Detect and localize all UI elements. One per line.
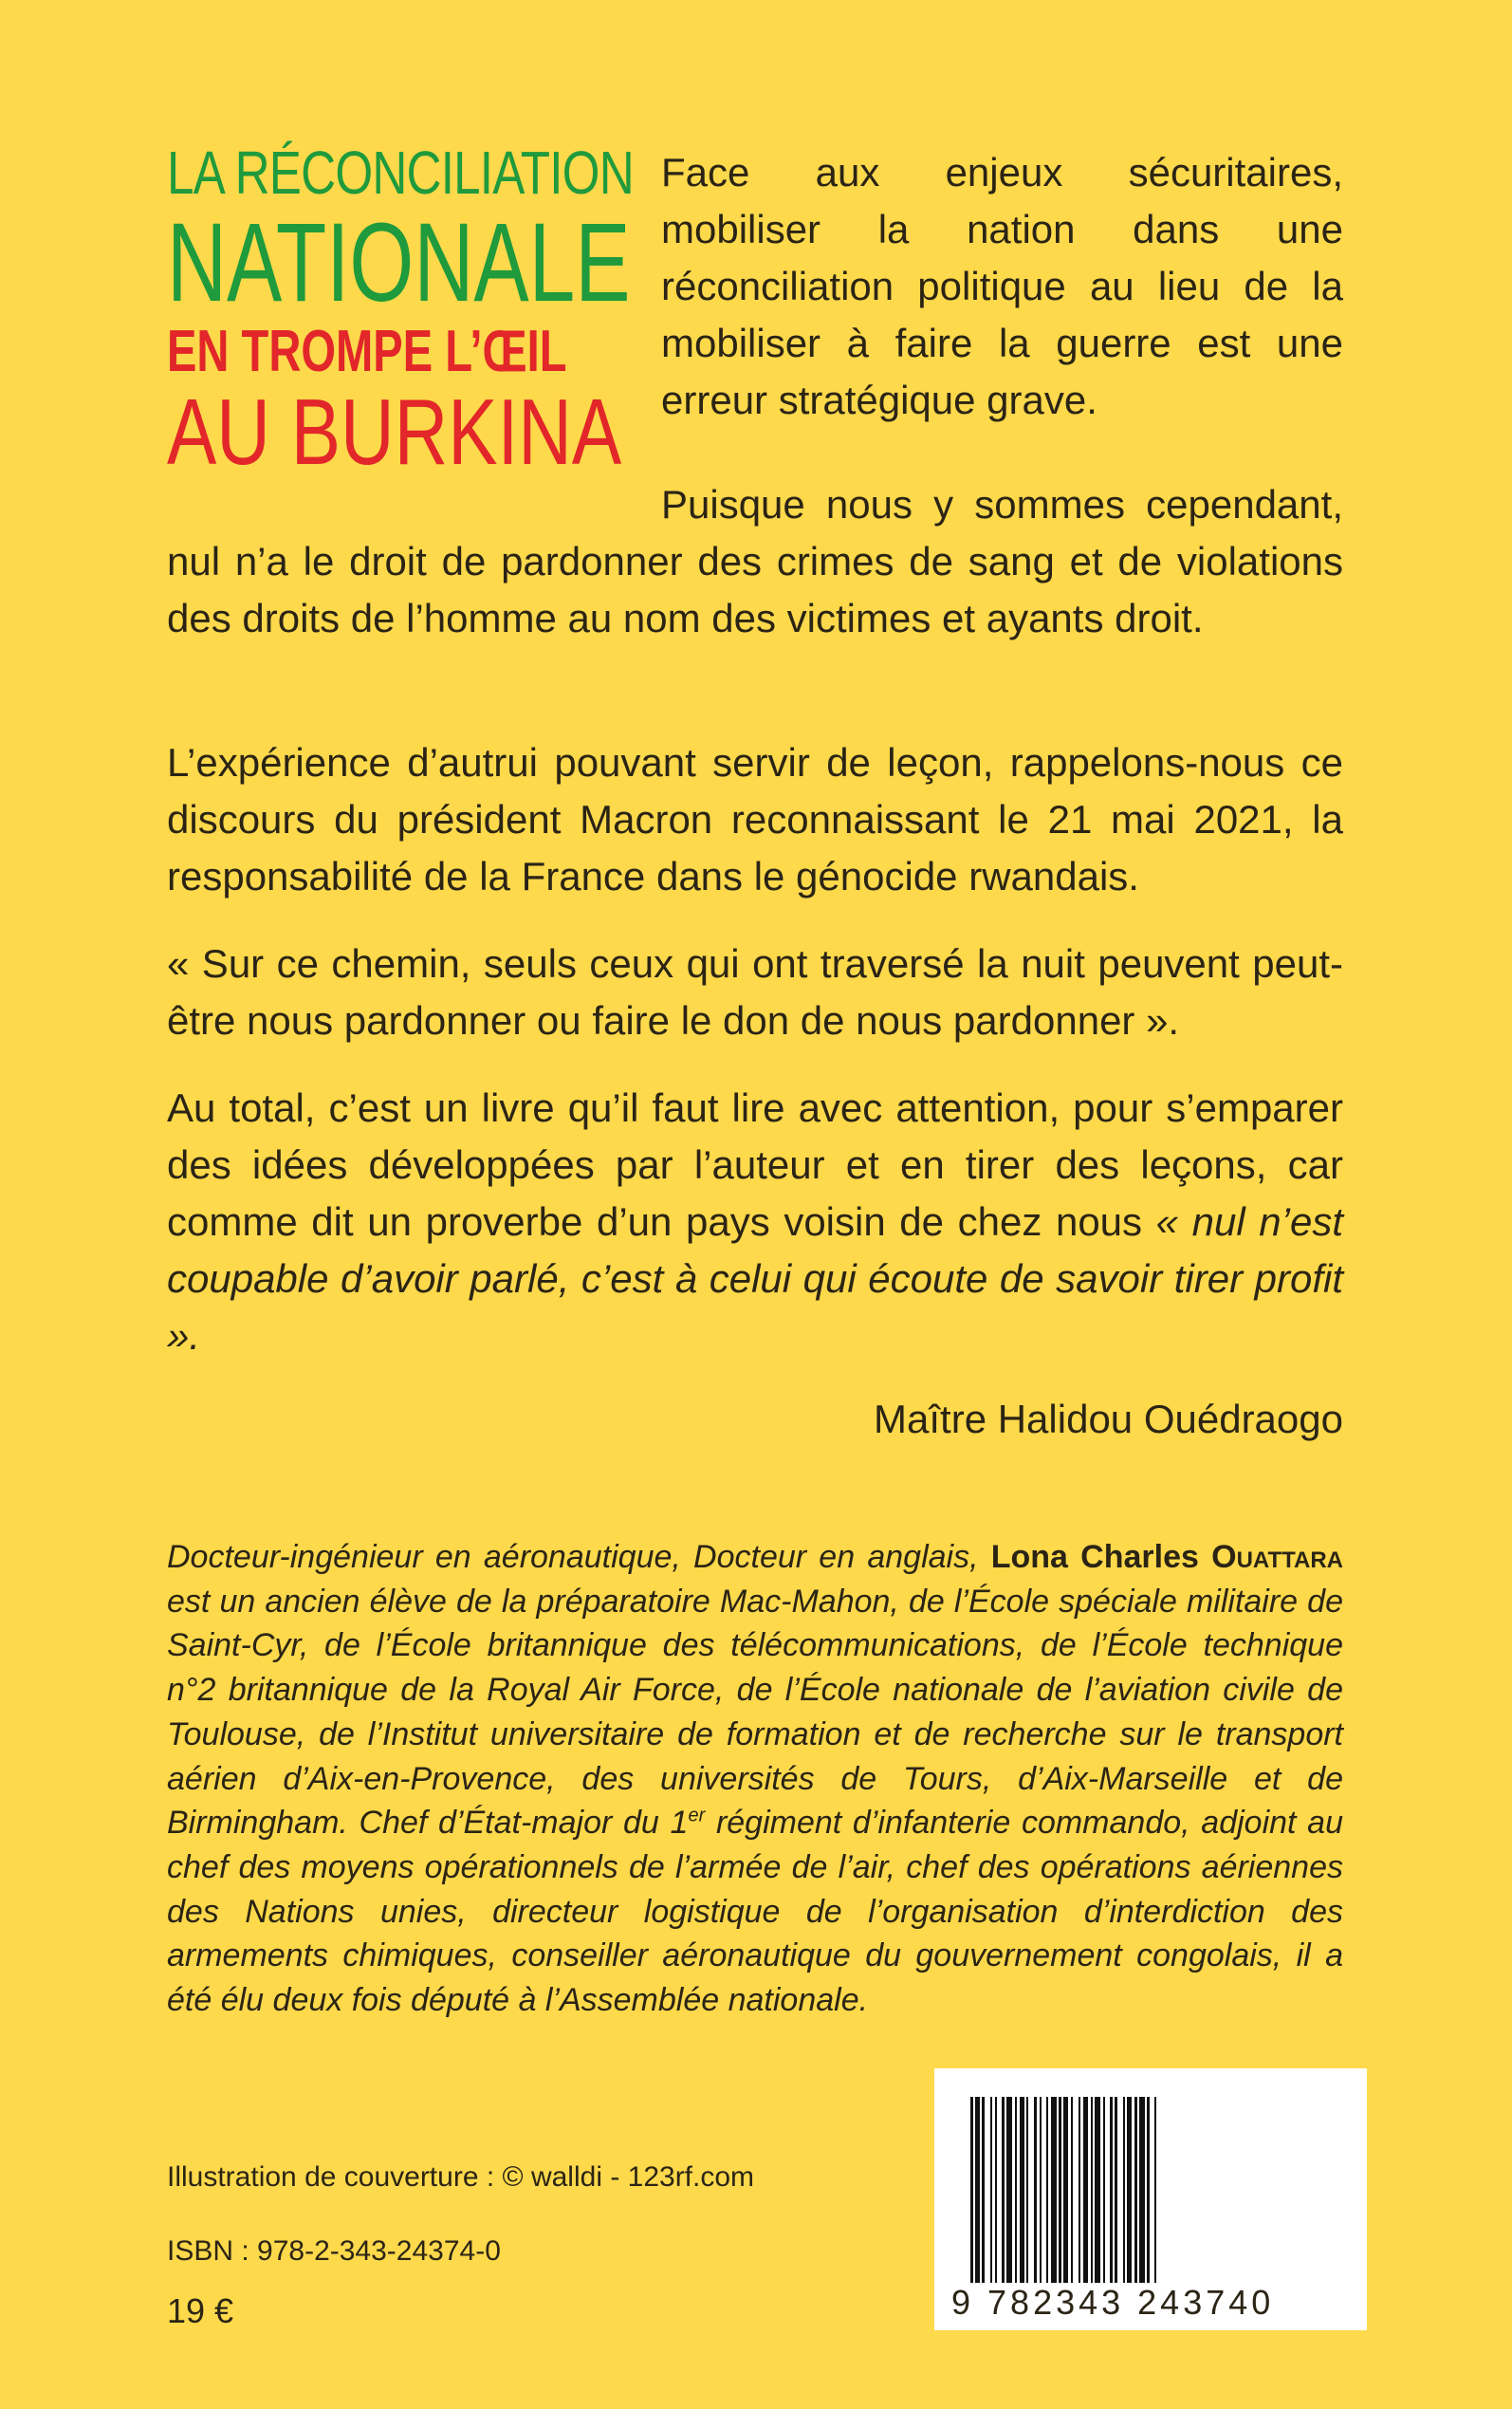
barcode-bar — [1083, 2097, 1088, 2283]
barcode-bar — [990, 2097, 992, 2283]
barcode-bar — [1034, 2097, 1037, 2283]
barcode-bar — [1115, 2097, 1117, 2283]
barcode-bar — [1063, 2097, 1068, 2283]
paragraph-1: Face aux enjeux sécuritaires, mobiliser la nation dans une réconciliation politique au lieu de la mobiliser à faire la guerre est une erreur stratégique grave. — [661, 150, 1343, 422]
paragraph-3: L’expérience d’autrui pouvant servir de leçon, rappelons-nous ce discours du président Macron reconnaissant le 21 mai 2021, la responsabilité de la France dans le génocide rwandais. — [167, 740, 1343, 899]
barcode-bar — [1071, 2097, 1073, 2283]
title-line-2: NATIONALE — [167, 200, 631, 325]
barcode-bar — [975, 2097, 980, 2283]
isbn: ISBN : 978-2-343-24374-0 — [167, 2235, 501, 2267]
author-last-name: Ouattara — [1211, 1539, 1343, 1575]
title-line-3: EN TROMPE L’ŒIL — [167, 319, 567, 384]
barcode-bar — [1127, 2097, 1132, 2283]
barcode-bar — [1026, 2097, 1028, 2283]
barcode-bar — [1123, 2097, 1125, 2283]
author-first-name: Lona Charles — [990, 1539, 1212, 1575]
barcode-bar — [1006, 2097, 1012, 2283]
barcode-bar — [1139, 2097, 1145, 2283]
barcode-bar — [1015, 2097, 1017, 2283]
paragraph-4-quote: « Sur ce chemin, seuls ceux qui ont traversé la nuit peuvent peut-être nous pardonner ou faire le don de nous pardonner ». — [167, 941, 1343, 1043]
barcode-bar — [1046, 2097, 1048, 2283]
barcode-bar — [1154, 2097, 1156, 2283]
preface-signature: Maître Halidou Ouédraogo — [874, 1397, 1343, 1441]
barcode-bar — [1110, 2097, 1113, 2283]
barcode-bar — [1147, 2097, 1150, 2283]
paragraph-5 — [167, 1080, 1343, 1364]
bio-intro: Docteur-ingénieur en aéronautique, Docteur en anglais, — [167, 1539, 991, 1575]
paragraph-5-proverb: « nul n’est coupable d’avoir parlé, c’est à celui qui écoute de savoir tirer profit ». — [167, 1199, 1343, 1358]
barcode-bar — [982, 2097, 985, 2283]
barcode-number: 9 782343 243740 — [951, 2283, 1275, 2322]
price: 19 € — [167, 2291, 234, 2330]
barcode-bar — [1095, 2097, 1100, 2283]
barcode-bar — [970, 2097, 973, 2283]
barcode-bar — [1020, 2097, 1024, 2283]
barcode-bar — [1002, 2097, 1005, 2283]
barcode-bar — [1079, 2097, 1080, 2283]
barcode-bar — [1051, 2097, 1057, 2283]
bio-part-1: est un ancien élève de la préparatoire Mac-Mahon, de l’École spéciale militaire de Saint-Cyr, de l’École britannique des télécommunications, de l’École technique n°2 britannique de la Royal Air Force, de l’École nationale de l’aviation civile de Toulouse, de l’Institut universitaire de formation et de recherche sur le transport aérien d’Aix-en-Provence, des universités de Tours, d’Aix-Marseille et de Birmingham. Chef d’État-major du 1 — [167, 1583, 1343, 1842]
barcode-bar — [1134, 2097, 1137, 2283]
author-name — [991, 1539, 1343, 1575]
barcode-bar — [1059, 2097, 1061, 2283]
bio-superscript: er — [688, 1805, 706, 1826]
paragraph-2: Puisque nous y sommes cependant, nul n’a le droit de pardonner des crimes de sang et de violations des droits de l’homme au nom des victimes et ayants droit. — [167, 482, 1343, 640]
bio-part-2: régiment d’infanterie commando, adjoint au chef des moyens opérationnels de l’armée de l’air, chef des opérations aériennes des Nations unies, directeur logistique de l’organisation d’interdiction des armements chimiques, conseiller aéronautique du gouvernement congolais, il a été élu deux fois député à l’Assemblée nationale. — [167, 1805, 1343, 2019]
book-title — [167, 139, 634, 484]
title-line-1: LA RÉCONCILIATION — [167, 139, 634, 207]
barcode-bar — [995, 2097, 997, 2283]
paragraph-5-text: Au total, c’est un livre qu’il faut lire avec attention, pour s’emparer des idées développées par l’auteur et en tirer des leçons, car comme dit un proverbe d’un pays voisin de chez nous — [167, 1085, 1343, 1244]
author-bio — [167, 1535, 1343, 2023]
barcode-bar — [1103, 2097, 1105, 2283]
title-line-4: AU BURKINA — [167, 380, 622, 484]
illustration-credit: Illustration de couverture : © walldi - 123rf.com — [167, 2161, 755, 2193]
barcode — [934, 2068, 1367, 2330]
barcode-bar — [1091, 2097, 1093, 2283]
barcode-bar — [1040, 2097, 1042, 2283]
